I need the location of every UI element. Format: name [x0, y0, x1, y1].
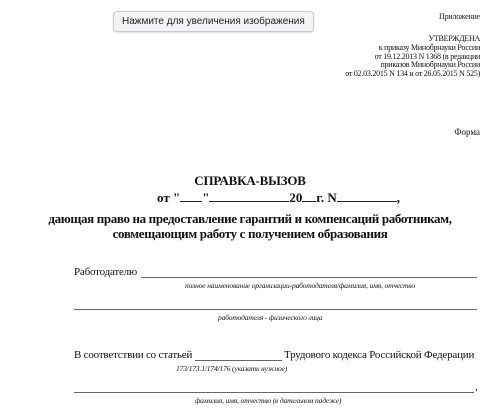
approval-line: от 19.12.2013 N 1368 (в редакции [374, 51, 480, 61]
heading-line: совмещающим работу с получением образования [112, 226, 388, 241]
appendix-label: Приложение [439, 12, 480, 21]
approval-line: к приказу Минобрнауки России [378, 42, 480, 52]
employer-line-2 [74, 309, 477, 310]
number-label: г. N [316, 190, 337, 205]
article-number-line [195, 360, 282, 361]
article-prefix: В соответствии со статьей [74, 349, 193, 361]
name-line [74, 392, 474, 393]
approval-line: УТВЕРЖДЕНА [428, 34, 480, 43]
form-label: Форма [454, 127, 480, 137]
approval-line: приказов Минобрнауки России [380, 60, 480, 70]
employer-hint-2: работодателя - физического лица [218, 313, 323, 322]
enlarge-image-tooltip[interactable]: Нажмите для увеличения изображения [113, 11, 314, 32]
year-blank [302, 190, 316, 202]
month-blank [209, 190, 289, 202]
date-number-line [157, 190, 400, 206]
document-title: СПРАВКА-ВЫЗОВ [194, 173, 306, 188]
date-prefix: от " [157, 190, 181, 205]
number-blank [337, 190, 397, 202]
date-comma: , [396, 190, 400, 205]
article-suffix: Трудового кодекса Российской Федерации [284, 349, 475, 361]
date-year: 20 [289, 190, 303, 205]
approval-block [345, 35, 480, 79]
employer-label: Работодателю [74, 266, 137, 278]
day-blank [180, 190, 202, 202]
employer-line [141, 277, 477, 278]
name-hint: фамилия, имя, отчество (в дательном падеже) [195, 396, 342, 405]
heading-line: дающая право на предоставление гарантий и компенсаций работникам, [48, 211, 452, 226]
employer-hint: полное наименование организации-работодателя/фамилия, имя, отчество [185, 281, 415, 290]
name-comma: , [475, 381, 478, 393]
article-hint: 173/173.1/174/176 (указать нужное) [176, 364, 288, 373]
document-heading [0, 211, 500, 241]
approval-line: от 02.03.2015 N 134 и от 26.05.2015 N 525) [345, 69, 480, 79]
date-quote: " [202, 190, 210, 205]
